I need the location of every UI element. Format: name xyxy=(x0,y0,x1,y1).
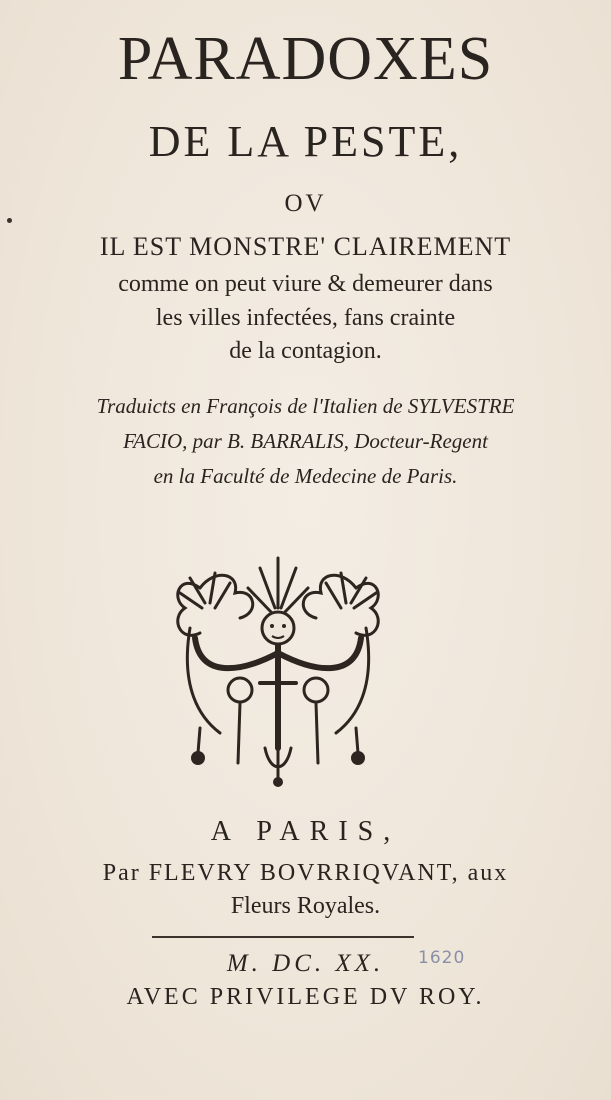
privilege-line: AVEC PRIVILEGE DV ROY. xyxy=(126,984,485,1010)
horizontal-rule xyxy=(152,936,414,938)
translation-line1: Traduicts en François de l'Italien de SYLVESTRE xyxy=(96,394,515,418)
book-title: PARADOXES xyxy=(117,25,494,93)
subtitle-line1: IL EST MONSTRE' CLAIREMENT xyxy=(99,232,512,261)
book-title-line2: DE LA PESTE, xyxy=(148,117,463,166)
floral-cherub-woodcut-icon xyxy=(160,548,396,788)
handwritten-year: 1620 xyxy=(418,948,466,968)
imprint-place: A PARIS, xyxy=(210,816,401,847)
conjunction-ou: OV xyxy=(284,190,327,217)
translation-line2: FACIO, par B. BARRALIS, Docteur-Regent xyxy=(123,429,488,453)
ink-speck xyxy=(7,218,12,223)
subtitle-line3: les villes infectées, fans crainte xyxy=(155,305,456,331)
subtitle-line4: de la contagion. xyxy=(229,338,382,364)
translation-line3: en la Faculté de Medecine de Paris. xyxy=(153,464,458,488)
subtitle-line2: comme on peut viure & demeurer dans xyxy=(118,271,493,297)
imprint-date: M. DC. XX. xyxy=(226,950,385,977)
publisher-line1: Par FLEVRY BOVRRIQVANT, aux xyxy=(102,860,509,886)
publisher-line2: Fleurs Royales. xyxy=(230,893,381,919)
